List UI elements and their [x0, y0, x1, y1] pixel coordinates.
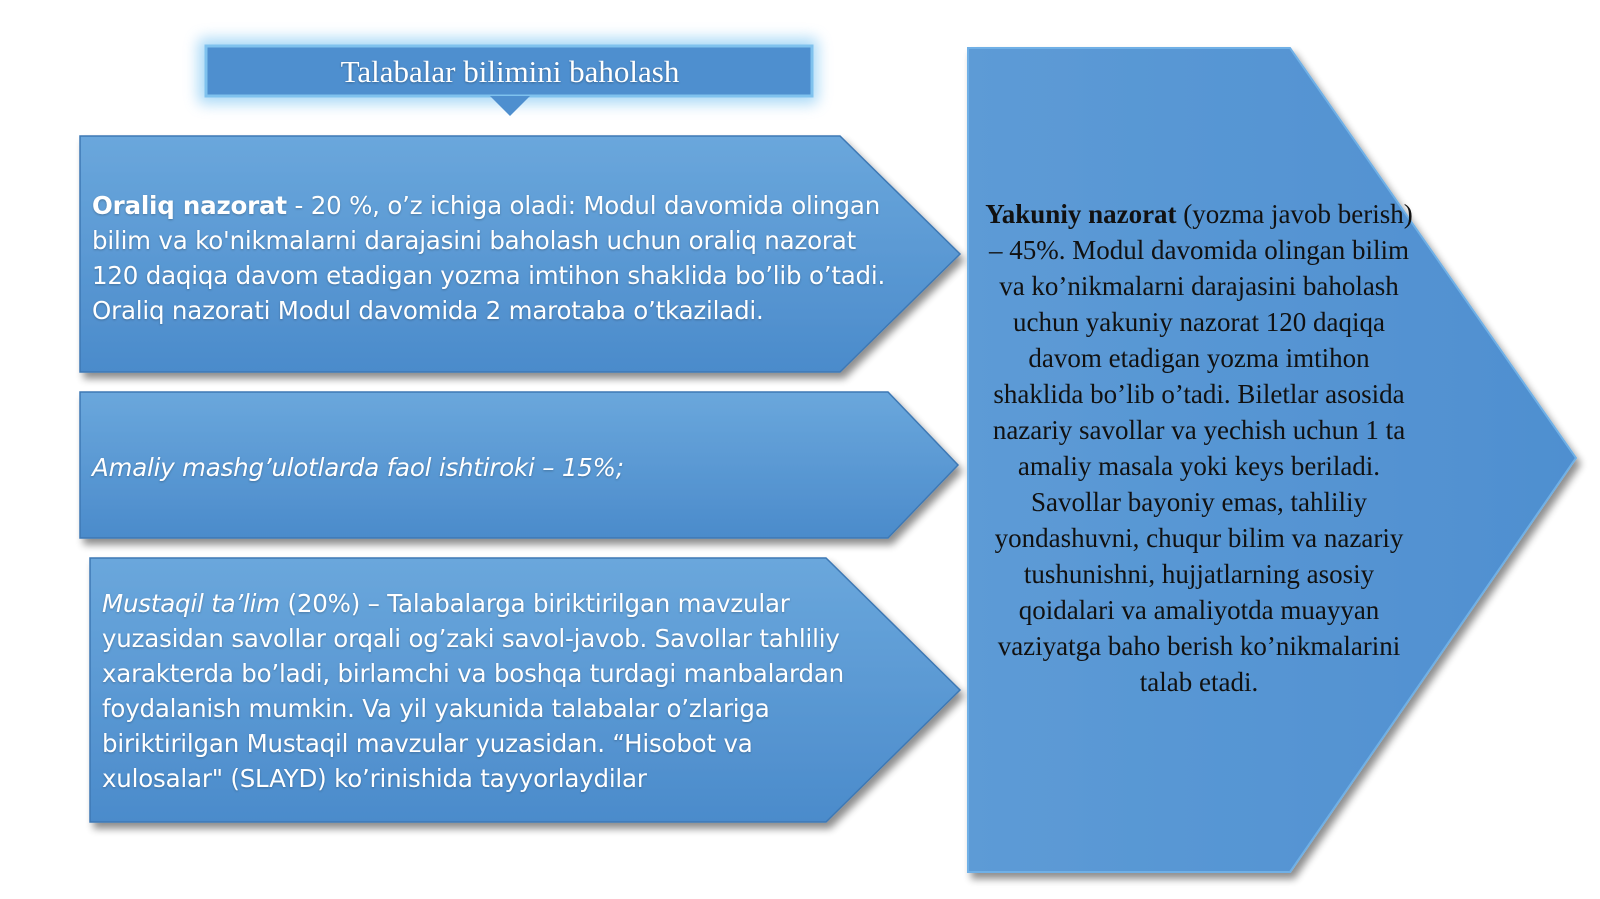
mustaqil-talim-body: (20%) – Talabalarga biriktirilgan mavzular yuzasidan savollar orqali og’zaki savol-javob. Savollar tahliliy xarakterda bo’ladi, birlamchi va boshqa turdagi manbalardan foydalanish mumkin. Va yil yakunida talabalar o’zlariga biriktirilgan Mustaqil mavzular yuzasidan. “Hisobot va xulosalar" (SLAYD) ko’rinishida tayyorlaydilar — [102, 589, 844, 793]
oraliq-nazorat-body: - 20 %, o’z ichiga oladi: Modul davomida olingan bilim va ko'nikmalarni darajasini baholash uchun oraliq nazorat 120 daqiqa davom etadigan yozma imtihon shaklida bo’lib o’tadi. Oraliq nazorati Modul davomida 2 marotaba o’tkaziladi. — [92, 191, 886, 325]
header-title: Talabalar bilimini baholash — [340, 54, 680, 89]
mustaqil-talim-label: Mustaqil ta’lim — [102, 589, 280, 618]
yakuniy-nazorat-body: (yozma javob berish) – 45%. Modul davomida olingan bilim va ko’nikmalarni darajasini baholash uchun yakuniy nazorat 120 daqiqa davom etadigan yozma imtihon shaklida bo’lib o’tadi. Biletlar asosida nazariy savollar va yechish uchun 1 ta amaliy masala yoki keys beriladi. Savollar bayoniy emas, tahliliy yondashuvni, chuqur bilim va nazariy tushunishni, hujjatlarning asosiy qoidalari va amaliyotda muayyan vaziyatga baho berish ko’nikmalarini talab etadi. — [989, 199, 1413, 697]
yakuniy-nazorat-label: Yakuniy nazorat — [985, 199, 1177, 229]
mustaqil-talim-text — [102, 586, 862, 796]
yakuniy-nazorat-text — [982, 196, 1416, 700]
amaliy-mashgulot-text: Amaliy mashg’ulotlarda faol ishtiroki – 15%; — [92, 453, 624, 482]
oraliq-nazorat-text — [92, 188, 892, 328]
oraliq-nazorat-label: Oraliq nazorat — [92, 191, 287, 220]
header-arrow-tip — [490, 96, 530, 116]
